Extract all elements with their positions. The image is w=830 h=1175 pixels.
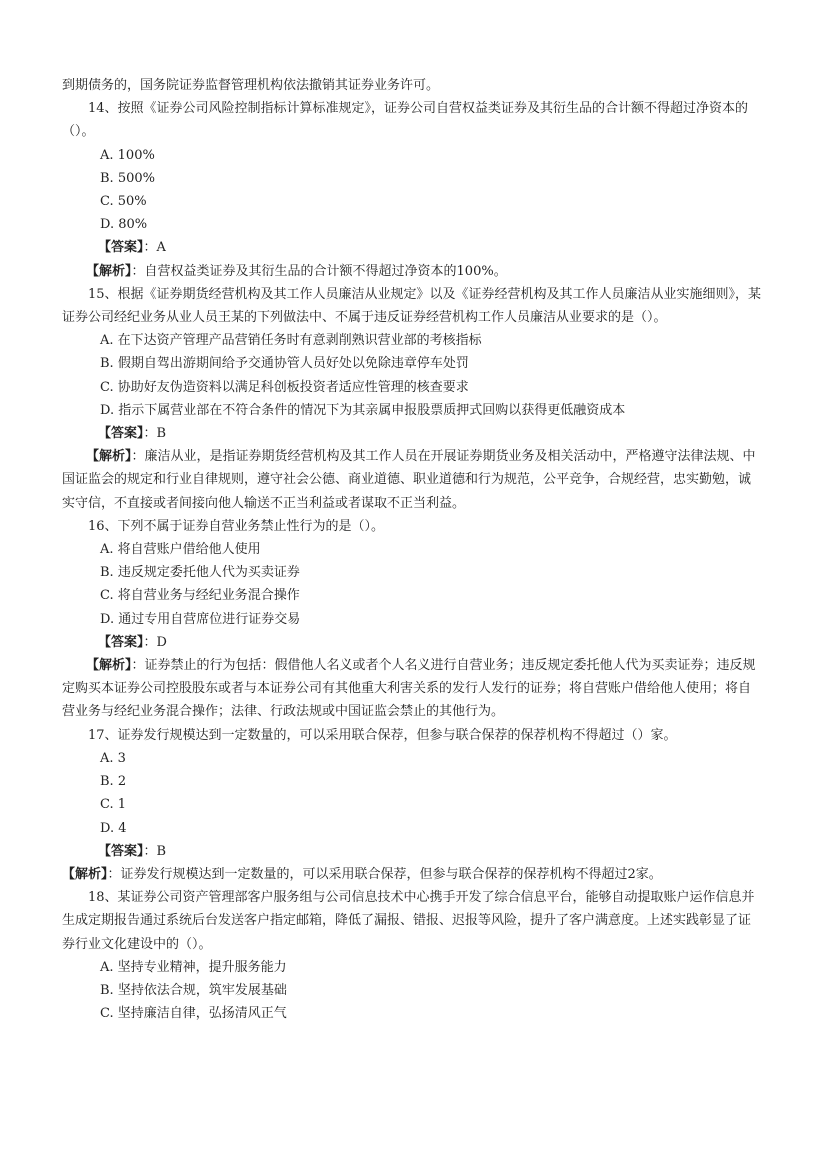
answer-value: A bbox=[156, 240, 166, 256]
separator: ： bbox=[143, 634, 157, 650]
separator: ： bbox=[143, 240, 157, 256]
question-14 bbox=[62, 97, 762, 283]
question-16 bbox=[62, 515, 762, 724]
analysis-label: 【解析】 bbox=[86, 658, 132, 674]
analysis-line bbox=[62, 445, 762, 515]
separator: ： bbox=[131, 449, 145, 465]
option-c: C. 1 bbox=[100, 797, 127, 813]
separator: ： bbox=[107, 866, 121, 882]
option-a: A. 在下达资产管理产品营销任务时有意剥削熟识营业部的考核指标 bbox=[100, 333, 482, 349]
analysis-text: 自营权益类证券及其衍生品的合计额不得超过净资本的100%。 bbox=[144, 263, 507, 279]
question-18 bbox=[62, 886, 762, 1025]
option-d: D. 80% bbox=[100, 217, 148, 233]
analysis-label: 【解析】 bbox=[86, 263, 132, 279]
option-a: A. 将自营账户借给他人使用 bbox=[100, 542, 261, 558]
option-a: A. 3 bbox=[100, 750, 126, 766]
answer-label: 【答案】 bbox=[98, 240, 144, 256]
answer-value: B bbox=[156, 843, 167, 859]
question-17 bbox=[62, 724, 762, 886]
analysis-text: 廉洁从业，是指证券期货经营机构及其工作人员在开展证券期货业务及相关活动中，严格遵守法律法规、中国证监会的规定和行业自律规则，遵守社会公德、商业道德、职业道德和行为规范，公平竞争，合规经营，忠实勤勉，诚实守信，不直接或者间接向他人输送不正当利益或者谋取不正当利益。 bbox=[62, 449, 756, 511]
option-d: D. 通过专用自营席位进行证券交易 bbox=[100, 611, 301, 627]
option-a: A. 坚持专业精神，提升服务能力 bbox=[100, 959, 287, 975]
option-c: C. 协助好友伪造资料以满足科创板投资者适应性管理的核查要求 bbox=[100, 379, 469, 395]
answer-value: D bbox=[156, 634, 167, 650]
answer-value: B bbox=[156, 426, 167, 442]
answer-line bbox=[62, 840, 762, 863]
separator: ： bbox=[131, 263, 145, 279]
option-b: B. 2 bbox=[100, 774, 127, 790]
separator: ： bbox=[143, 426, 157, 442]
question-stem: 14、按照《证券公司风险控制指标计算标准规定》，证券公司自营权益类证券及其衍生品的合计额不得超过净资本的（）。 bbox=[62, 101, 749, 140]
option-b: B. 假期自驾出游期间给予交通协管人员好处以免除违章停车处罚 bbox=[100, 356, 469, 372]
option-a: A. 100% bbox=[100, 147, 155, 163]
question-stem: 15、根据《证券期货经营机构及其工作人员廉洁从业规定》以及《证券经营机构及其工作人员廉洁从业实施细则》，某证券公司经纪业务从业人员王某的下列做法中、不属于违反证券经营机构工作人员廉洁从业要求的是（）。 bbox=[62, 286, 762, 326]
option-b: B. 500% bbox=[100, 170, 155, 186]
option-c: C. 50% bbox=[100, 194, 147, 210]
analysis-text: 证券发行规模达到一定数量的，可以采用联合保荐，但参与联合保荐的保荐机构不得超过2家。 bbox=[120, 866, 662, 882]
analysis-text: 证券禁止的行为包括：假借他人名义或者个人名义进行自营业务；违反规定委托他人代为买卖证券；违反规定购买本证券公司控股股东或者与本证券公司有其他重大利害关系的发行人发行的证券；将自营账户借给他人使用；将自营业务与经纪业务混合操作；法律、行政法规或中国证监会禁止的其他行为。 bbox=[62, 658, 756, 720]
answer-label: 【答案】 bbox=[98, 843, 144, 859]
analysis-line bbox=[62, 863, 762, 886]
separator: ： bbox=[143, 843, 157, 859]
question-stem: 17、证券发行规模达到一定数量的，可以采用联合保荐，但参与联合保荐的保荐机构不得超过（）家。 bbox=[88, 727, 677, 743]
answer-line bbox=[62, 422, 762, 445]
answer-label: 【答案】 bbox=[98, 634, 144, 650]
lead-in-text: 到期债务的，国务院证券监督管理机构依法撤销其证券业务许可。 bbox=[62, 78, 440, 93]
option-d: D. 指示下属营业部在不符合条件的情况下为其亲属申报股票质押式回购以获得更低融资成本 bbox=[100, 402, 626, 418]
answer-line bbox=[62, 631, 762, 654]
analysis-line bbox=[62, 260, 762, 283]
option-c: C. 坚持廉洁自律，弘扬清风正气 bbox=[100, 1006, 287, 1022]
document-page bbox=[62, 74, 762, 1025]
analysis-line bbox=[62, 654, 762, 724]
option-b: B. 坚持依法合规，筑牢发展基础 bbox=[100, 982, 287, 998]
option-b: B. 违反规定委托他人代为买卖证券 bbox=[100, 565, 300, 581]
option-c: C. 将自营业务与经纪业务混合操作 bbox=[100, 588, 300, 604]
analysis-label: 【解析】 bbox=[86, 449, 132, 465]
separator: ： bbox=[131, 658, 145, 674]
question-15 bbox=[62, 283, 762, 515]
option-d: D. 4 bbox=[100, 820, 127, 836]
answer-label: 【答案】 bbox=[98, 426, 144, 442]
analysis-label: 【解析】 bbox=[62, 866, 108, 882]
answer-line bbox=[62, 236, 762, 259]
question-stem: 18、某证券公司资产管理部客户服务组与公司信息技术中心携手开发了综合信息平台，能够自动提取账户运作信息并生成定期报告通过系统后台发送客户指定邮箱，降低了漏报、错报、迟报等风险，提升了客户满意度。上述实践彰显了证券行业文化建设中的（）。 bbox=[62, 890, 755, 952]
question-stem: 16、下列不属于证券自营业务禁止性行为的是（）。 bbox=[88, 518, 385, 534]
